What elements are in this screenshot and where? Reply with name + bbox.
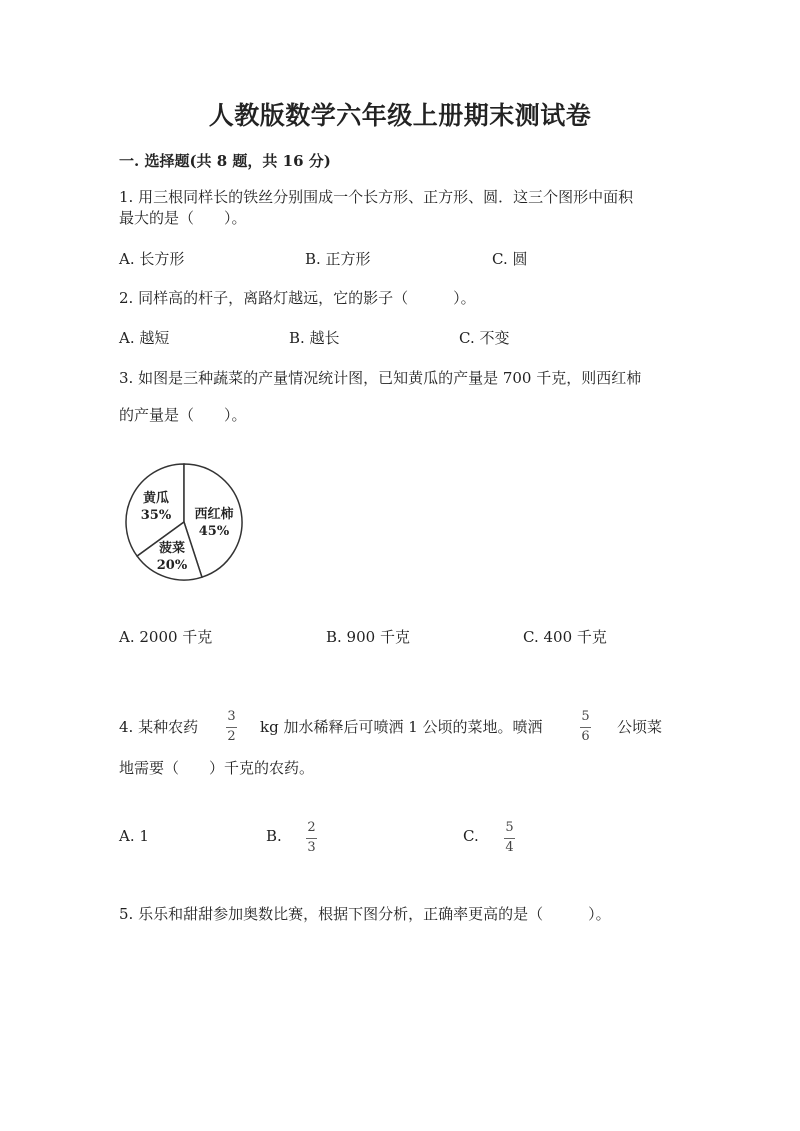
question-4-option-b-fraction bbox=[306, 821, 317, 855]
question-3-line-2: 的产量是（ ）。 bbox=[119, 406, 247, 424]
question-1-option-c: C. 圆 bbox=[492, 250, 528, 268]
question-4-fraction-1 bbox=[226, 710, 237, 744]
question-2-option-a: A. 越短 bbox=[119, 329, 170, 347]
pie-slice-label: 菠菜 bbox=[158, 541, 186, 556]
question-3-option-c: C. 400 千克 bbox=[523, 628, 607, 646]
question-4-option-c: C. bbox=[463, 827, 479, 845]
question-4-fraction-2 bbox=[580, 710, 591, 744]
question-2-line-1: 2. 同样高的杆子，离路灯越远，它的影子（ ）。 bbox=[119, 289, 476, 307]
question-5-line-1: 5. 乐乐和甜甜参加奥数比赛，根据下图分析，正确率更高的是（ ）。 bbox=[119, 905, 611, 923]
question-4-line-2: 地需要（ ）千克的农药。 bbox=[119, 759, 315, 777]
pie-slice-percent: 35% bbox=[140, 508, 172, 523]
question-2-option-c: C. 不变 bbox=[459, 329, 510, 347]
fraction-bar bbox=[226, 727, 237, 728]
fraction-denominator: 6 bbox=[581, 729, 590, 744]
fraction-denominator: 3 bbox=[307, 840, 316, 855]
question-3-option-a: A. 2000 千克 bbox=[119, 628, 213, 646]
pie-slice-percent: 45% bbox=[198, 524, 230, 539]
question-4-part-2: kg 加水稀释后可喷洒 1 公顷的菜地。喷洒 bbox=[260, 718, 543, 736]
question-1-option-a: A. 长方形 bbox=[119, 250, 185, 268]
question-1-line-1: 1. 用三根同样长的铁丝分别围成一个长方形、正方形、圆．这三个图形中面积 bbox=[119, 188, 634, 206]
fraction-numerator: 5 bbox=[505, 820, 514, 835]
question-4-option-b: B. bbox=[266, 827, 282, 845]
question-1-option-b: B. 正方形 bbox=[305, 250, 371, 268]
question-2-option-b: B. 越长 bbox=[289, 329, 340, 347]
pie-slice-percent: 20% bbox=[156, 558, 188, 573]
fraction-numerator: 5 bbox=[581, 709, 590, 724]
question-3-option-b: B. 900 千克 bbox=[326, 628, 410, 646]
fraction-bar bbox=[504, 838, 515, 839]
question-4-part-3: 公顷菜 bbox=[617, 718, 663, 736]
question-4-option-c-fraction bbox=[504, 821, 515, 855]
pie-slice-label: 西红柿 bbox=[194, 507, 234, 522]
fraction-numerator: 3 bbox=[227, 709, 236, 724]
question-1-line-2: 最大的是（ ）。 bbox=[119, 209, 247, 227]
page-title: 人教版数学六年级上册期末测试卷 bbox=[208, 101, 592, 130]
question-4-part-1: 4. 某种农药 bbox=[119, 718, 199, 736]
fraction-denominator: 2 bbox=[227, 729, 236, 744]
question-3-line-1: 3. 如图是三种蔬菜的产量情况统计图，已知黄瓜的产量是 700 千克，则西红柿 bbox=[119, 369, 642, 387]
section-heading: 一. 选择题(共 8 题，共 16 分) bbox=[119, 152, 331, 170]
fraction-numerator: 2 bbox=[307, 820, 316, 835]
pie-slice-label: 黄瓜 bbox=[142, 491, 170, 506]
question-4-option-a: A. 1 bbox=[119, 827, 149, 845]
fraction-denominator: 4 bbox=[505, 840, 514, 855]
fraction-bar bbox=[580, 727, 591, 728]
fraction-bar bbox=[306, 838, 317, 839]
vegetable-pie-chart bbox=[122, 460, 247, 585]
